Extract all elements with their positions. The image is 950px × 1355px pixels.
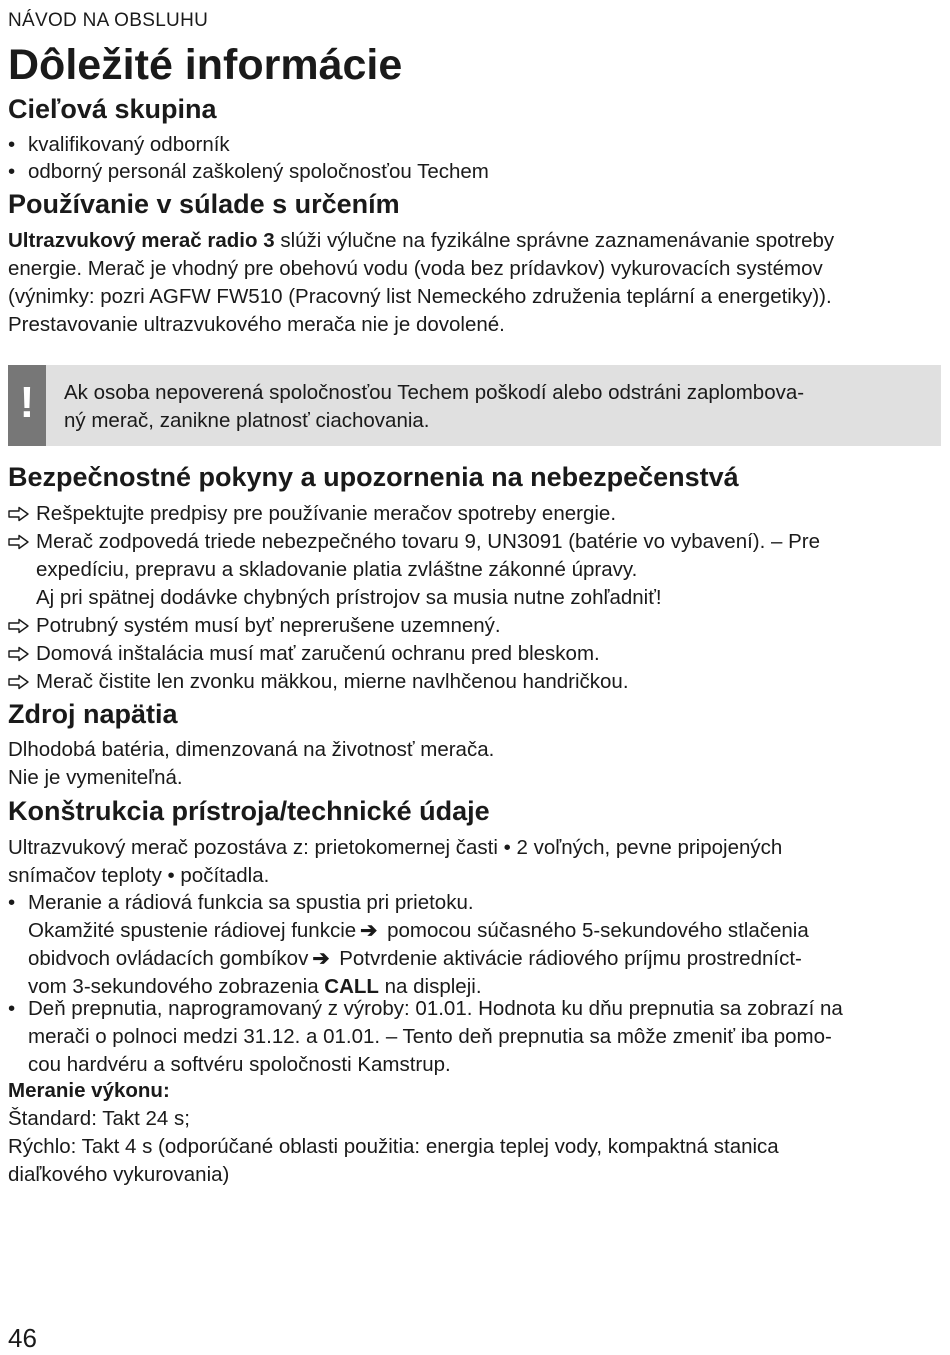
heading-power: Zdroj napätia	[8, 699, 178, 729]
construction-intro: Ultrazvukový merač pozostáva z: prietokomernej časti • 2 voľných, pevne pripojených snímačov teploty • počítadla.	[8, 836, 783, 887]
page-title: Dôležité informácie	[8, 41, 403, 89]
hollow-arrow-icon	[8, 612, 36, 640]
heading-construction: Konštrukcia prístroja/technické údaje	[8, 796, 490, 826]
page-number: 46	[8, 1323, 37, 1353]
hollow-arrow-icon	[8, 528, 36, 556]
bullet-icon: •	[8, 133, 16, 156]
warning-text: Ak osoba nepoverená spoločnosťou Techem poškodí alebo odstráni zaplombova- ný merač, zanikne platnosť ciachovania.	[64, 381, 805, 432]
heading-safety: Bezpečnostné pokyny a upozornenia na nebezpečenstvá	[8, 462, 739, 492]
product-name: Ultrazvukový merač radio 3	[8, 229, 275, 252]
list-item: • Meranie a rádiová funkcia sa spustia pri prietoku. Okamžité spustenie rádiovej funkcie ➔ pomocou súčasného 5-sekundového stlačenia obidvoch ovládacích gombíkov ➔ Potvrdenie aktivácie rádiového príjmu prostredníct- vom 3-sekundového zobrazenia CALL na displeji.	[8, 891, 809, 998]
header-label: NÁVOD NA OBSLUHU	[8, 10, 209, 31]
list-item: Domová inštalácia musí mať zaručenú ochranu pred bleskom.	[8, 640, 940, 668]
bullet-icon: •	[8, 997, 16, 1020]
heading-intended-use: Používanie v súlade s určením	[8, 189, 400, 219]
performance-section: Meranie výkonu: Štandard: Takt 24 s; Rýchlo: Takt 4 s (odporúčané oblasti použitia: energia teplej vody, kompaktná stanica diaľkového vykurovania)	[8, 1079, 779, 1186]
heading-target-group: Cieľová skupina	[8, 94, 217, 124]
list-item: Rešpektujte predpisy pre používanie meračov spotreby energie.	[8, 500, 940, 528]
exclamation-icon: !	[8, 365, 46, 446]
hollow-arrow-icon	[8, 500, 36, 528]
power-paragraph: Dlhodobá batéria, dimenzovaná na životnosť merača. Nie je vymeniteľná.	[8, 738, 495, 789]
list-item: • Deň prepnutia, naprogramovaný z výroby: 01.01. Hodnota ku dňu prepnutia sa zobrazí na merači o polnoci medzi 31.12. a 01.01. – Tento deň prepnutia sa môže zmeniť iba pomo- cou hardvéru a softvéru spoločnosti Kamstrup.	[8, 997, 843, 1076]
arrow-right-icon: ➔	[360, 919, 378, 942]
display-code: CALL	[324, 975, 379, 998]
hollow-arrow-icon	[8, 640, 36, 668]
bullet-icon: •	[8, 891, 16, 914]
list-item: Merač čistite len zvonku mäkkou, mierne navlhčenou handričkou.	[8, 668, 940, 696]
list-item: Potrubný systém musí byť neprerušene uzemnený.	[8, 612, 940, 640]
list-item: • kvalifikovaný odborník	[8, 131, 940, 159]
bullet-icon: •	[8, 160, 16, 183]
performance-heading: Meranie výkonu:	[8, 1079, 170, 1102]
warning-box	[8, 365, 941, 446]
list-item: Merač zodpovedá triede nebezpečného tovaru 9, UN3091 (batérie vo vybavení). – Pre expedíciu, prepravu a skladovanie platia zvláštne zákonné úpravy. Aj pri spätnej dodávke chybných prístrojov sa musia nutne zohľadniť!	[8, 528, 940, 612]
intended-use-paragraph: Ultrazvukový merač radio 3 slúži výlučne na fyzikálne správne zaznamenávanie spotreby energie. Merač je vhodný pre obehovú vodu (voda bez prídavkov) vykurovacích systémov (výnimky: pozri AGFW FW510 (Pracovný list Nemeckého združenia teplární a energetiky)). Prestavovanie ultrazvukového merača nie je dovolené.	[8, 229, 835, 336]
list-item: • odborný personál zaškolený spoločnosťou Techem	[8, 158, 940, 186]
arrow-right-icon: ➔	[312, 947, 330, 970]
hollow-arrow-icon	[8, 668, 36, 696]
